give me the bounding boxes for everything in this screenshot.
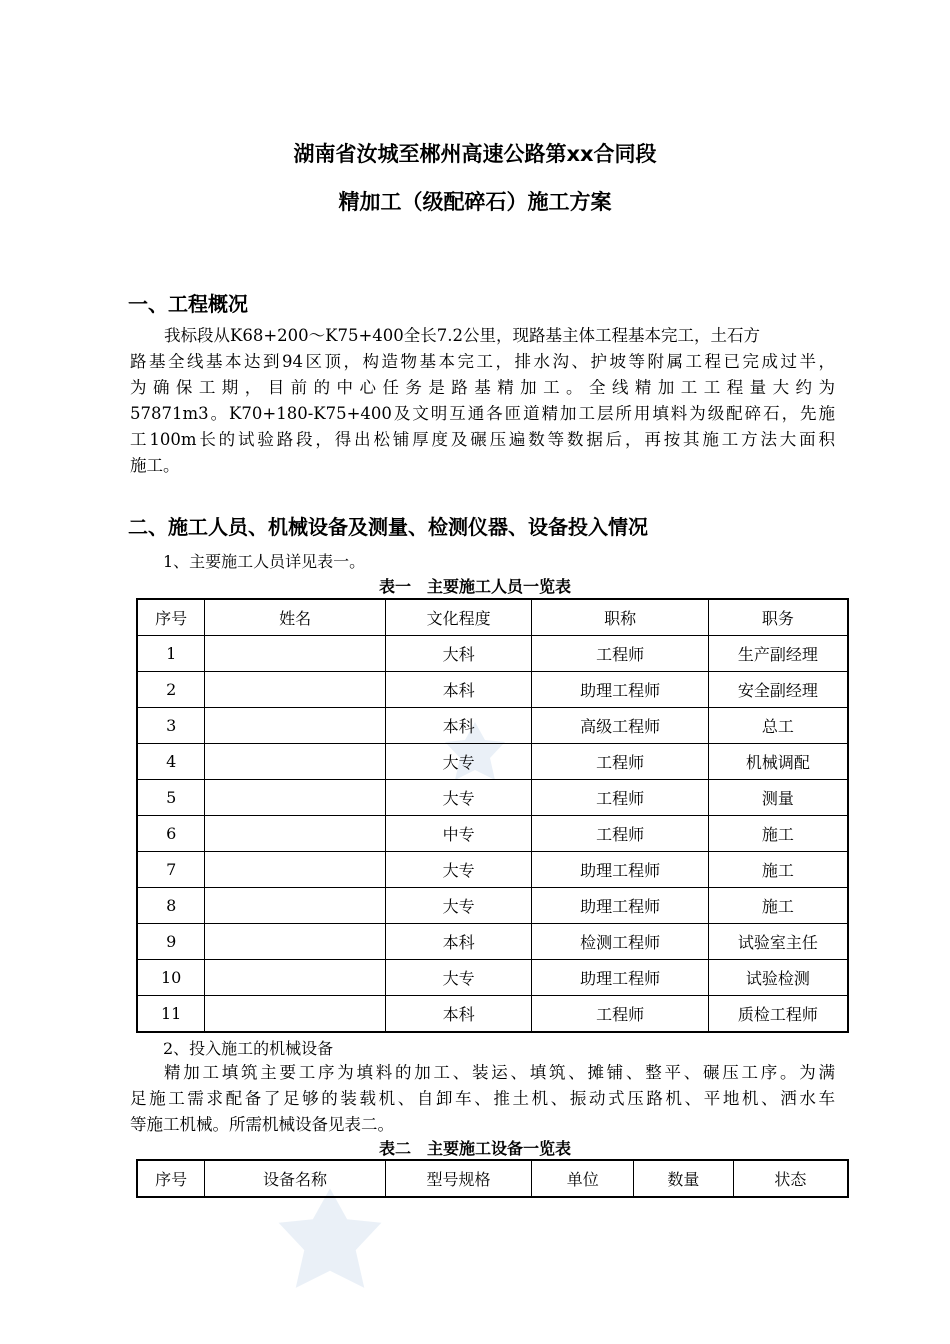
paragraph-line: 为确保工期，目前的中心任务是路基精加工。全线精加工工程量大约为 <box>130 378 835 397</box>
table1-header-cell: 职称 <box>532 599 708 636</box>
table1-cell: 工程师 <box>532 744 708 780</box>
table1-cell: 本科 <box>385 996 532 1033</box>
table2-header-cell: 型号规格 <box>385 1160 532 1197</box>
table1-cell: 机械调配 <box>708 744 848 780</box>
table2-header-cell: 序号 <box>137 1160 205 1197</box>
table1-cell: 高级工程师 <box>532 708 708 744</box>
table1-cell: 8 <box>137 888 205 924</box>
table1-row <box>137 960 848 996</box>
document-title: 湖南省汝城至郴州高速公路第xx合同段 <box>293 142 657 166</box>
table1-cell: 6 <box>137 816 205 852</box>
table1-cell: 本科 <box>385 672 532 708</box>
table1-cell <box>205 636 385 672</box>
table1-row <box>137 816 848 852</box>
table1-row <box>137 996 848 1033</box>
table1-row <box>137 888 848 924</box>
table1-row <box>137 636 848 672</box>
table1-cell <box>205 924 385 960</box>
table1-cell: 助理工程师 <box>532 852 708 888</box>
table1-cell: 工程师 <box>532 996 708 1033</box>
table1-cell: 10 <box>137 960 205 996</box>
table1-cell: 11 <box>137 996 205 1033</box>
table1-cell: 安全副经理 <box>708 672 848 708</box>
table1-cell: 施工 <box>708 852 848 888</box>
watermark-logo-large <box>270 1185 390 1305</box>
table1-cell: 大专 <box>385 780 532 816</box>
subsection1-text: 1、主要施工人员详见表一。 <box>163 552 366 571</box>
table1-cell: 助理工程师 <box>532 888 708 924</box>
table1-cell: 大专 <box>385 744 532 780</box>
table2-header-cell: 状态 <box>733 1160 848 1197</box>
personnel-table <box>136 598 849 1033</box>
table1-cell: 测量 <box>708 780 848 816</box>
document-subtitle: 精加工（级配碎石）施工方案 <box>338 190 612 214</box>
table2-header-row <box>137 1160 848 1197</box>
paragraph-line: 足施工需求配备了足够的装载机、自卸车、推土机、振动式压路机、平地机、洒水车 <box>130 1089 835 1108</box>
table1-caption: 表一 主要施工人员一览表 <box>378 577 571 596</box>
paragraph-line: 工100m长的试验路段，得出松铺厚度及碾压遍数等数据后，再按其施工方法大面积 <box>130 430 835 449</box>
table1-cell: 总工 <box>708 708 848 744</box>
table1-cell <box>205 996 385 1033</box>
table1-row <box>137 672 848 708</box>
table1-row <box>137 780 848 816</box>
table1-cell: 9 <box>137 924 205 960</box>
table2-header-cell: 设备名称 <box>205 1160 385 1197</box>
section2-paragraph <box>130 1060 835 1138</box>
paragraph-line: 路基全线基本达到94区顶，构造物基本完工，排水沟、护坡等附属工程已完成过半， <box>130 352 835 371</box>
table2-caption: 表二 主要施工设备一览表 <box>378 1139 571 1158</box>
subsection2-text: 2、投入施工的机械设备 <box>163 1039 334 1058</box>
table1-row <box>137 852 848 888</box>
table1-cell: 大专 <box>385 852 532 888</box>
table1-cell <box>205 888 385 924</box>
table1-header-cell: 序号 <box>137 599 205 636</box>
paragraph-line: 57871m3。K70+180-K75+400及文明互通各匝道精加工层所用填料为级配碎石，先施 <box>130 404 835 423</box>
table1-cell: 本科 <box>385 708 532 744</box>
table1-cell: 施工 <box>708 888 848 924</box>
table1-cell: 4 <box>137 744 205 780</box>
table1-cell <box>205 960 385 996</box>
table1-cell: 试验检测 <box>708 960 848 996</box>
table1-header-cell: 姓名 <box>205 599 385 636</box>
table1-cell <box>205 780 385 816</box>
table1-cell <box>205 672 385 708</box>
table1-cell: 助理工程师 <box>532 672 708 708</box>
table1-cell: 5 <box>137 780 205 816</box>
table1-cell: 中专 <box>385 816 532 852</box>
table1-row <box>137 708 848 744</box>
table1-cell: 大科 <box>385 636 532 672</box>
table1-cell: 3 <box>137 708 205 744</box>
table1-cell: 大专 <box>385 960 532 996</box>
paragraph-line: 精加工填筑主要工序为填料的加工、装运、填筑、摊铺、整平、碾压工序。为满 <box>164 1063 835 1082</box>
table1-row <box>137 924 848 960</box>
table1-header-row <box>137 599 848 636</box>
table1-cell: 本科 <box>385 924 532 960</box>
table1-header-cell: 职务 <box>708 599 848 636</box>
table1-row <box>137 744 848 780</box>
table1-cell: 工程师 <box>532 816 708 852</box>
table1-cell: 质检工程师 <box>708 996 848 1033</box>
equipment-table <box>136 1159 849 1198</box>
table1-header-cell: 文化程度 <box>385 599 532 636</box>
paragraph-line: 等施工机械。所需机械设备见表二。 <box>130 1115 394 1134</box>
table2-header-cell: 单位 <box>532 1160 634 1197</box>
table1-cell: 检测工程师 <box>532 924 708 960</box>
paragraph-line: 我标段从K68+200～K75+400全长7.2公里，现路基主体工程基本完工，土石方 <box>164 326 761 345</box>
table1-cell <box>205 852 385 888</box>
table1-cell: 1 <box>137 636 205 672</box>
table1-cell <box>205 816 385 852</box>
table1-cell: 生产副经理 <box>708 636 848 672</box>
table1-cell <box>205 744 385 780</box>
table1-cell: 工程师 <box>532 780 708 816</box>
table2-header-cell: 数量 <box>634 1160 734 1197</box>
table1-cell: 试验室主任 <box>708 924 848 960</box>
paragraph-line: 施工。 <box>130 456 180 475</box>
table1-cell <box>205 708 385 744</box>
table1-cell: 施工 <box>708 816 848 852</box>
table1-cell: 大专 <box>385 888 532 924</box>
table1-cell: 工程师 <box>532 636 708 672</box>
section2-heading: 二、施工人员、机械设备及测量、检测仪器、设备投入情况 <box>128 515 648 539</box>
table1-cell: 2 <box>137 672 205 708</box>
section1-paragraph <box>130 323 835 479</box>
table1-cell: 7 <box>137 852 205 888</box>
table1-cell: 助理工程师 <box>532 960 708 996</box>
section1-heading: 一、工程概况 <box>128 292 248 316</box>
